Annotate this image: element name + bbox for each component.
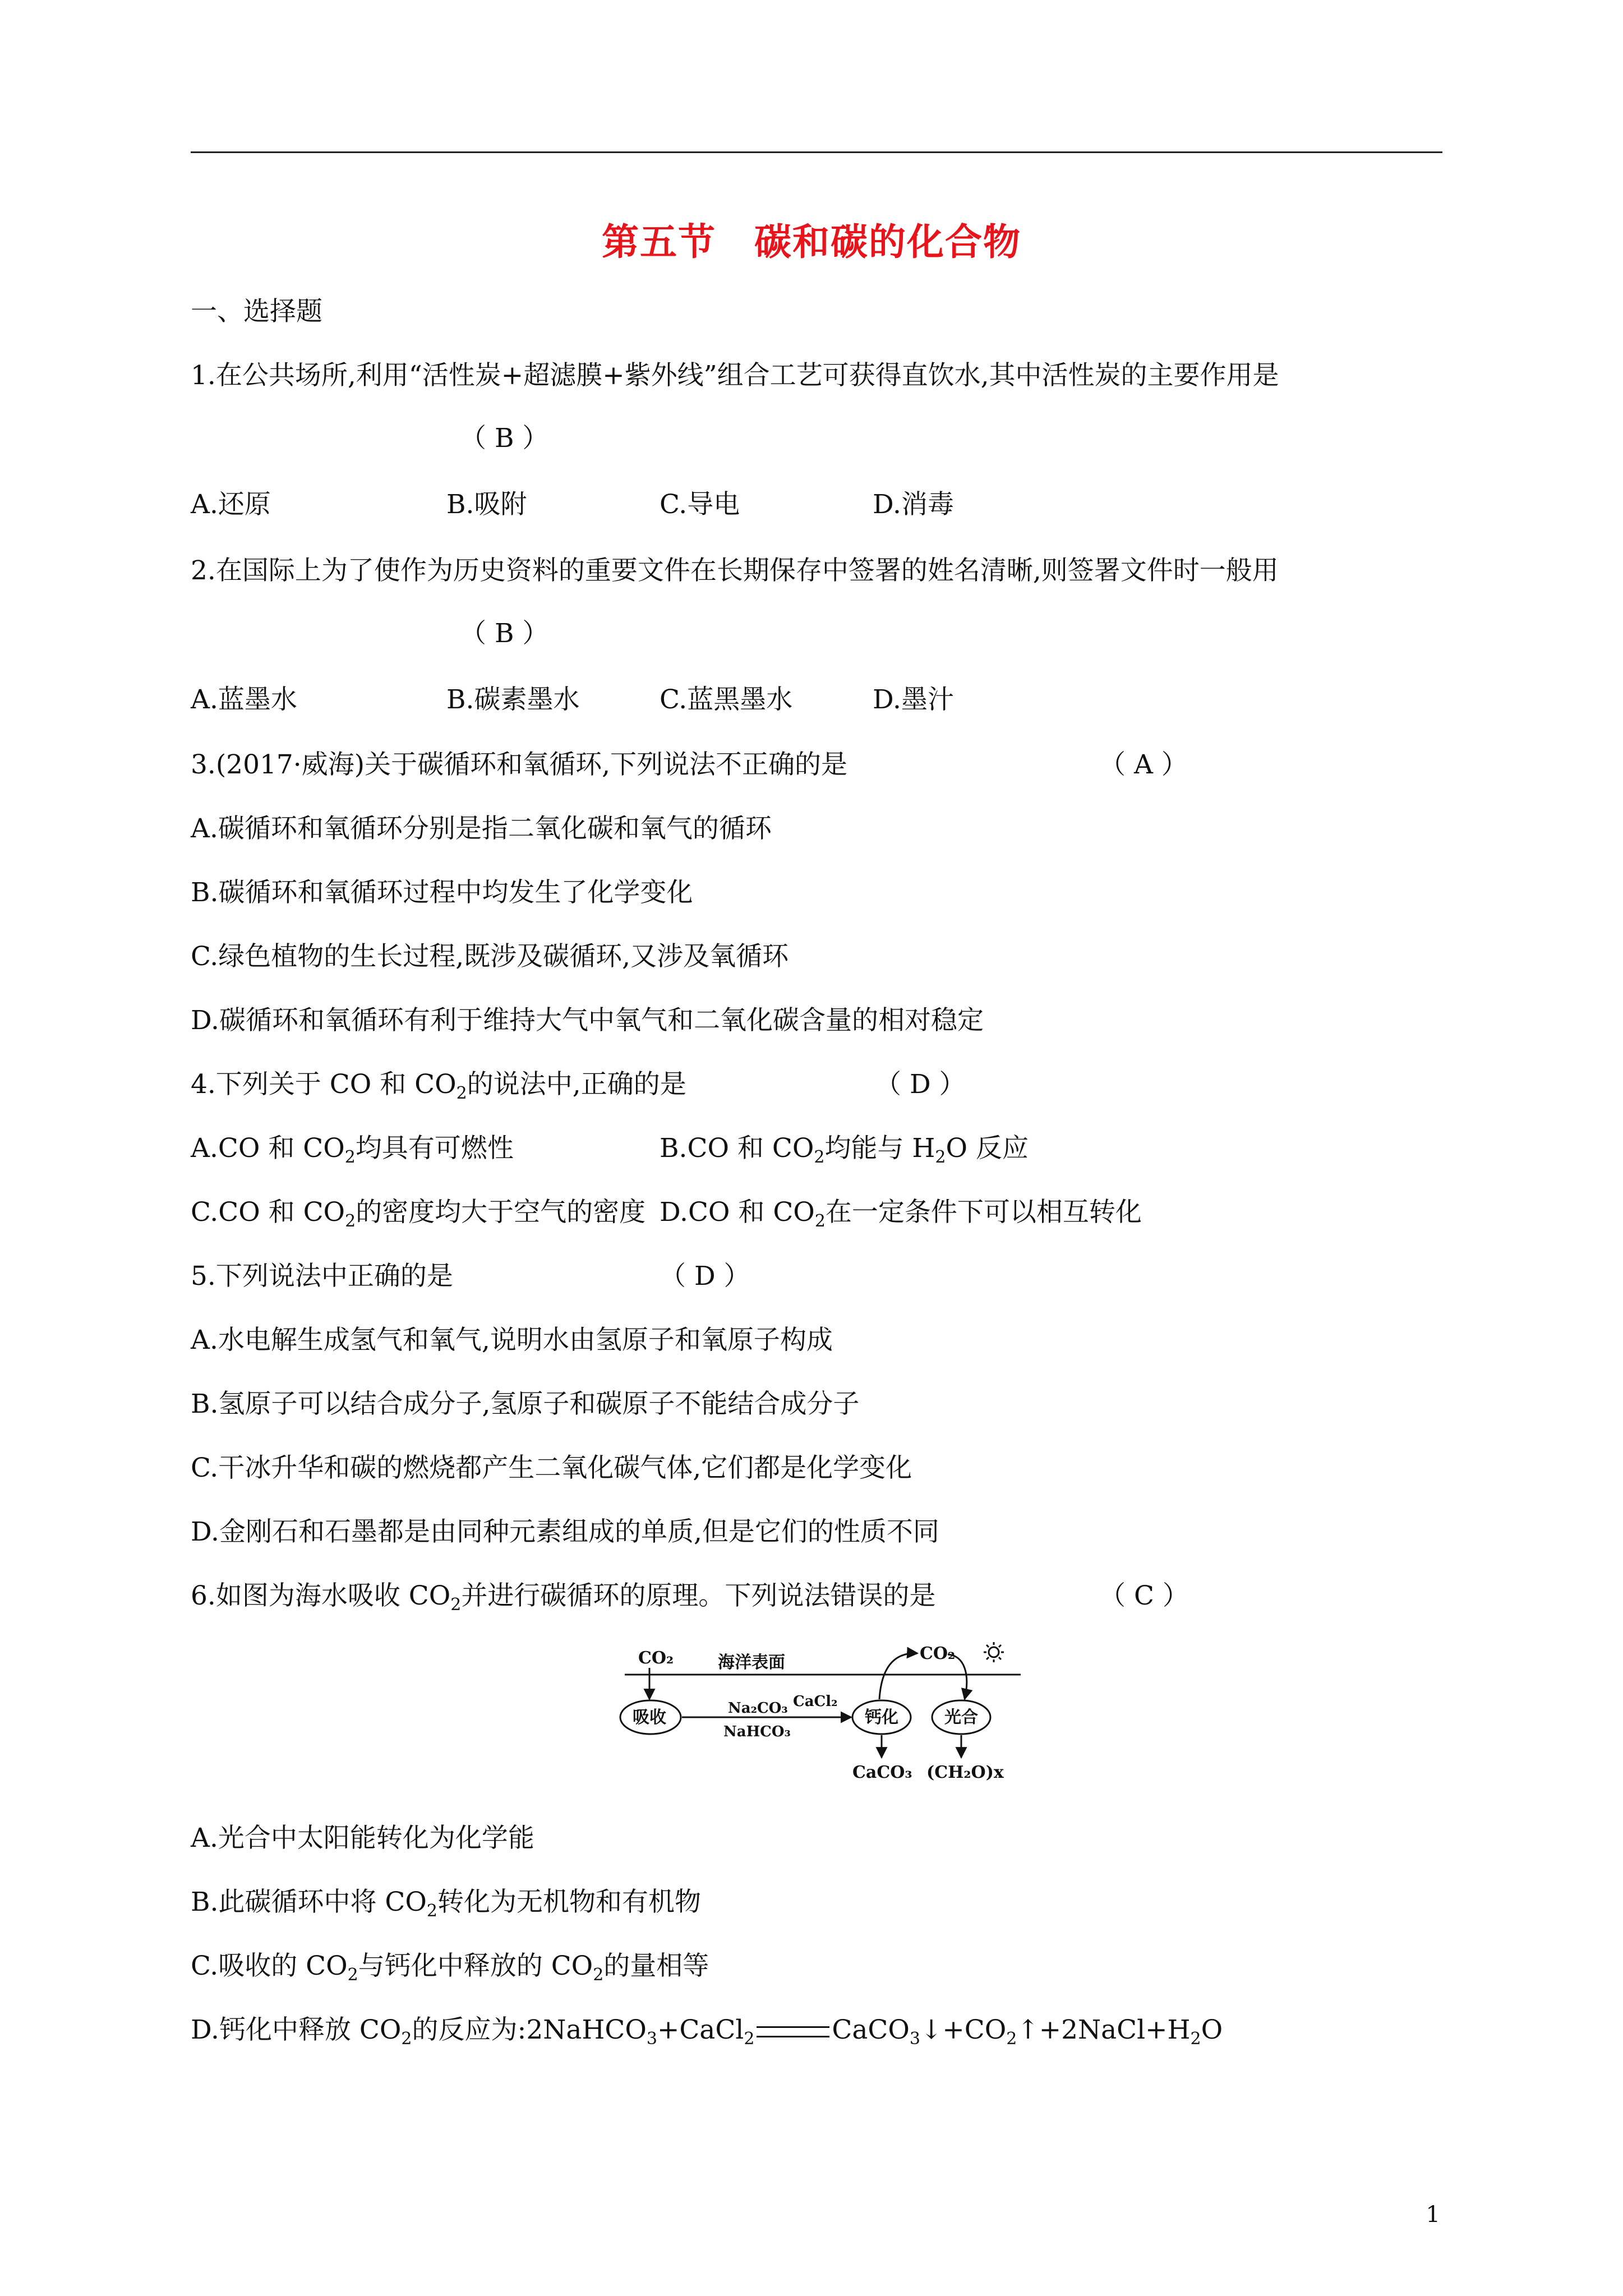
nahco3-label: NaHCO₃ bbox=[723, 1723, 791, 1740]
co2-release-arrow bbox=[879, 1653, 917, 1699]
question-4-option-c: C.CO 和 $CO_2$的密度均大于空气的密度 bbox=[191, 1197, 646, 1231]
question-4-option-a: A.CO 和 $CO_2$均具有可燃性 bbox=[191, 1133, 514, 1167]
question-2-answer: （ B ） bbox=[460, 618, 549, 649]
section-heading: 一、选择题 bbox=[191, 296, 322, 327]
co2-out-label: CO₂ bbox=[920, 1644, 956, 1663]
cacl2-label: CaCl₂ bbox=[793, 1693, 838, 1710]
na2co3-label: Na₂CO₃ bbox=[728, 1700, 788, 1717]
ch2o-label: (CH₂O)x bbox=[926, 1763, 1004, 1782]
calcify-label: 钙化 bbox=[865, 1708, 898, 1727]
page-number: 1 bbox=[1426, 2202, 1440, 2228]
question-6-stem: 6.如图为海水吸收 $CO_2$并进行碳循环的原理。下列说法错误的是 bbox=[191, 1580, 936, 1615]
question-1-option-a: A.还原 bbox=[191, 489, 271, 520]
question-6-option-b: B.此碳循环中将 $CO_2$转化为无机物和有机物 bbox=[191, 1887, 702, 1921]
sun-icon bbox=[984, 1642, 1004, 1662]
question-3-stem: 3.(2017·威海)关于碳循环和氧循环,下列说法不正确的是 bbox=[191, 749, 848, 780]
question-5-option-c: C.干冰升华和碳的燃烧都产生二氧化碳气体,它们都是化学变化 bbox=[191, 1453, 912, 1483]
question-6-option-a: A.光合中太阳能转化为化学能 bbox=[191, 1823, 534, 1854]
question-1-option-b: B.吸附 bbox=[446, 489, 527, 520]
co2-in-label: CO₂ bbox=[638, 1648, 674, 1668]
question-3-option-d: D.碳循环和氧循环有利于维持大气中氧气和二氧化碳含量的相对稳定 bbox=[191, 1005, 984, 1036]
caco3-label: CaCO₃ bbox=[852, 1763, 912, 1782]
question-2-option-c: C.蓝黑墨水 bbox=[660, 684, 793, 715]
equation-sign bbox=[757, 2026, 829, 2037]
question-2-option-d: D.墨汁 bbox=[873, 684, 954, 715]
question-5-option-a: A.水电解生成氢气和氧气,说明水由氢原子和氧原子构成 bbox=[191, 1325, 833, 1356]
question-4-option-b: B.CO 和 $CO_2$均能与 $H_2O$ 反应 bbox=[660, 1133, 1029, 1167]
question-6-option-c: C.吸收的 $CO_2$与钙化中释放的 $CO_2$的量相等 bbox=[191, 1951, 709, 1985]
question-1-option-c: C.导电 bbox=[660, 489, 740, 520]
question-4-answer: （ D ） bbox=[875, 1069, 966, 1100]
question-4-stem: 4.下列关于 CO 和 $CO_2$的说法中,正确的是 bbox=[191, 1069, 686, 1103]
question-1-option-d: D.消毒 bbox=[873, 489, 954, 520]
question-4-option-d: D.CO 和 $CO_2$在一定条件下可以相互转化 bbox=[660, 1197, 1142, 1231]
question-5-option-b: B.氢原子可以结合成分子,氢原子和碳原子不能结合成分子 bbox=[191, 1389, 860, 1419]
question-5-stem: 5.下列说法中正确的是 bbox=[191, 1261, 453, 1292]
sea-surface-label: 海洋表面 bbox=[718, 1653, 785, 1672]
question-5-answer: （ D ） bbox=[660, 1261, 750, 1292]
question-6-option-d: D.钙化中释放 $CO_2$的反应为:2NaHCO$_3$+CaCl$_2$ $CaCO_3↓+CO_2↑+2NaCl+H_2O$ bbox=[191, 2014, 1223, 2049]
question-2-option-b: B.碳素墨水 bbox=[446, 684, 580, 715]
question-3-option-a: A.碳循环和氧循环分别是指二氧化碳和氧气的循环 bbox=[191, 813, 772, 844]
question-5-option-d: D.金刚石和石墨都是由同种元素组成的单质,但是它们的性质不同 bbox=[191, 1516, 939, 1547]
question-2-stem: 2.在国际上为了使作为历史资料的重要文件在长期保存中签署的姓名清晰,则签署文件时一般用 bbox=[191, 555, 1279, 586]
question-1-stem: 1.在公共场所,利用“活性炭+超滤膜+紫外线”组合工艺可获得直饮水,其中活性炭的主要作用是 bbox=[191, 360, 1279, 391]
page-title: 第五节 碳和碳的化合物 bbox=[602, 220, 1021, 264]
question-1-answer: （ B ） bbox=[460, 423, 549, 454]
question-2-option-a: A.蓝墨水 bbox=[191, 684, 297, 715]
carbon-cycle-diagram bbox=[606, 1641, 1032, 1787]
question-3-option-c: C.绿色植物的生长过程,既涉及碳循环,又涉及氧循环 bbox=[191, 941, 789, 972]
absorb-label: 吸收 bbox=[633, 1708, 666, 1727]
photosynthesis-label: 光合 bbox=[944, 1708, 978, 1727]
question-3-option-b: B.碳循环和氧循环过程中均发生了化学变化 bbox=[191, 877, 693, 908]
question-3-answer: （ A ） bbox=[1099, 749, 1188, 780]
question-6-answer: （ C ） bbox=[1099, 1580, 1189, 1611]
header-rule bbox=[191, 151, 1442, 153]
